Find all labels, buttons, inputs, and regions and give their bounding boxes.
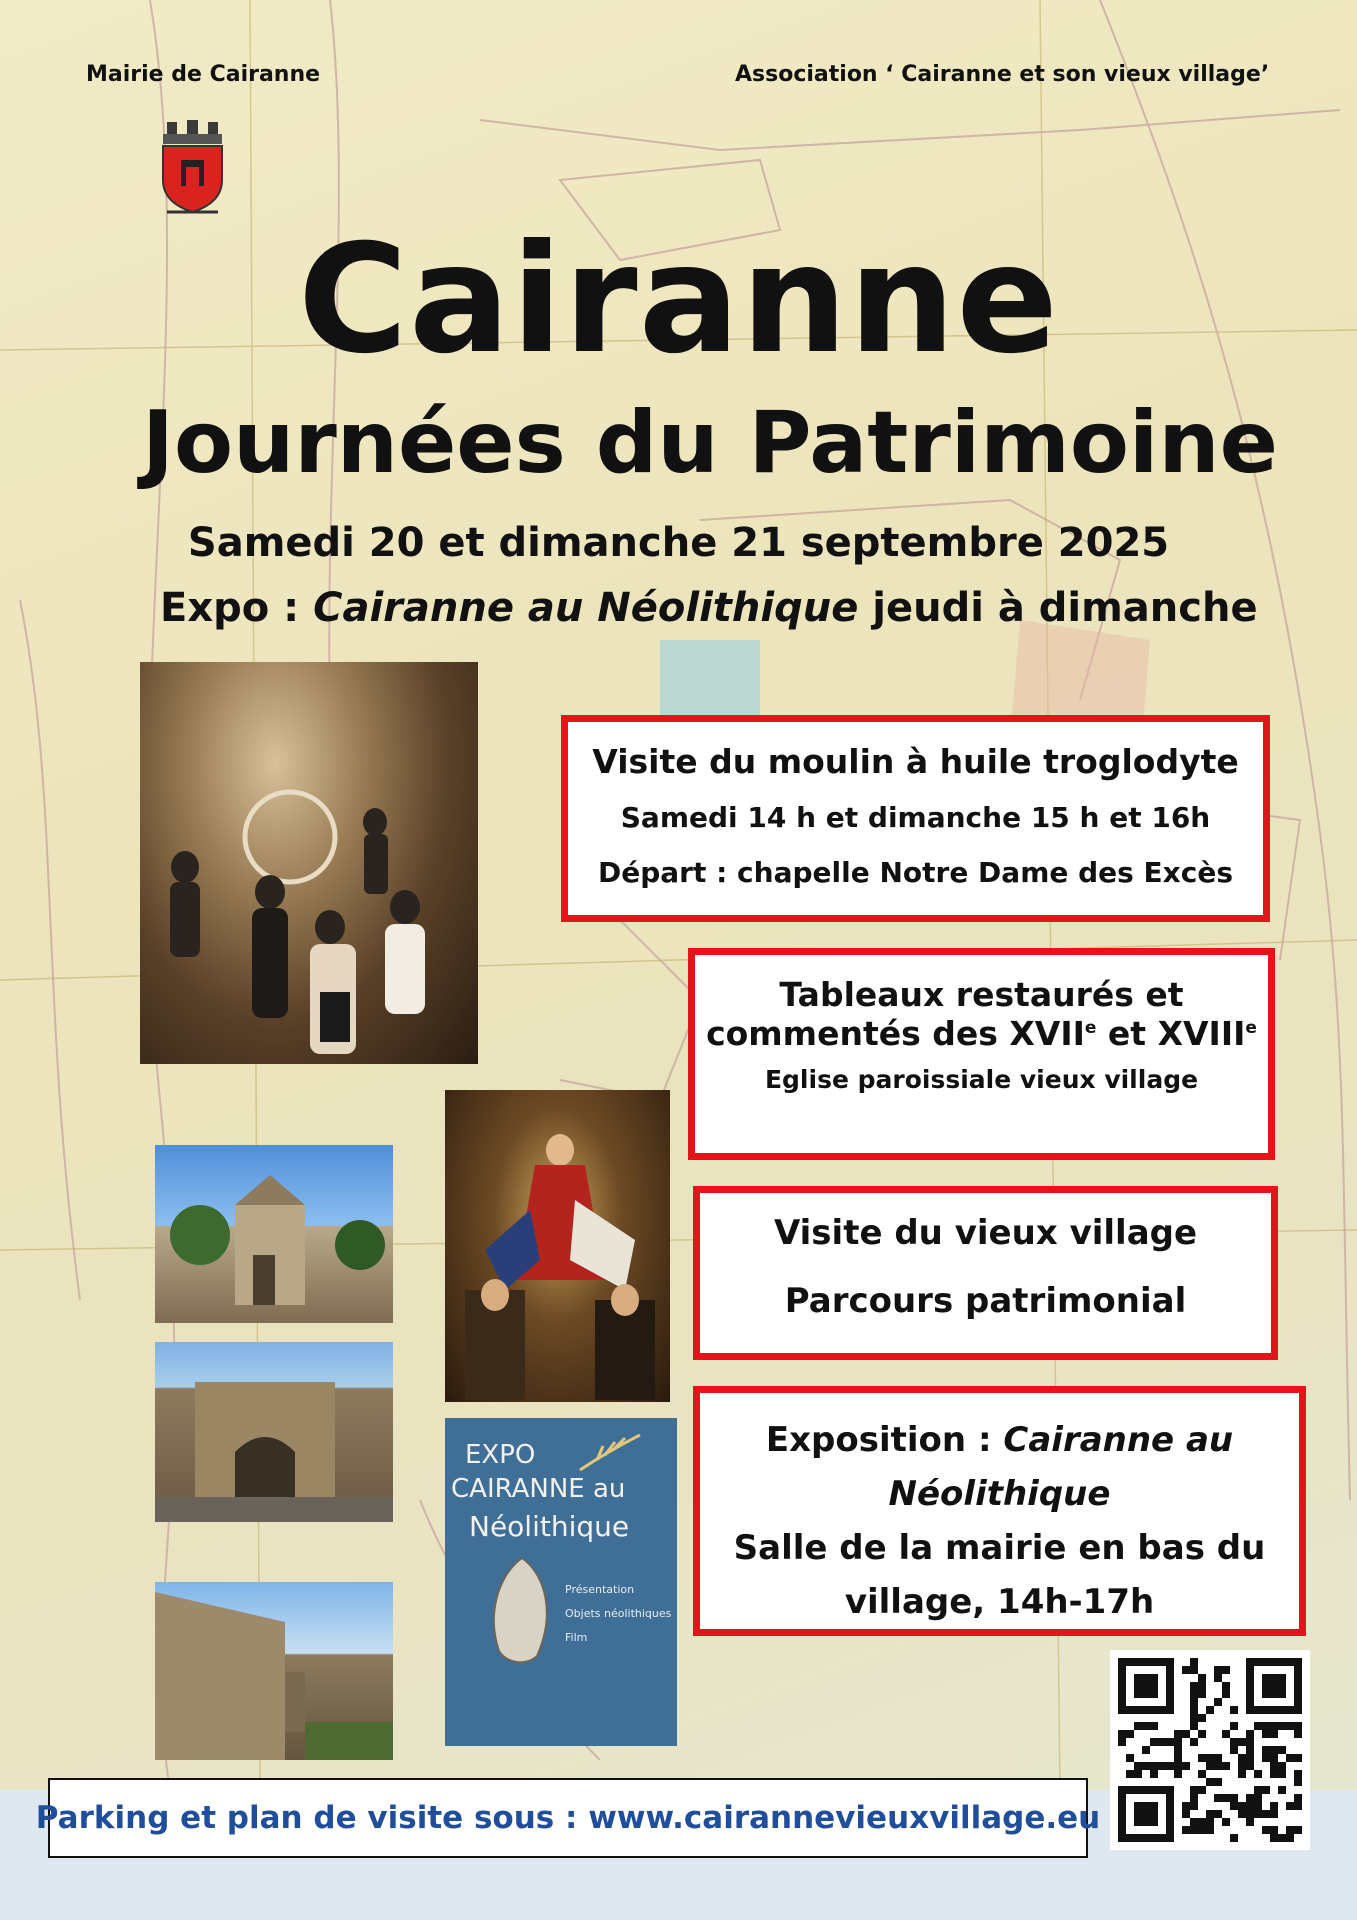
paintings-box [688,948,1275,1160]
expo-prefix: Expo : [160,585,314,631]
expo-poster-items [565,1578,671,1650]
expo-announcement [160,585,1258,631]
paintings-title-2 [695,1014,1268,1053]
parking-info-banner[interactable] [35,1778,1101,1858]
header-right: Association ‘ Cairanne et son vieux village’ [735,62,1270,87]
expo-poster-line3: Néolithique [469,1510,630,1543]
qr-code-icon [1110,1650,1310,1850]
mill-visit-box [561,715,1270,922]
mill-visit-title: Visite du moulin à huile troglodyte [592,742,1239,781]
mill-visit-times: Samedi 14 h et dimanche 15 h et 16h [620,801,1211,834]
expo-poster-item: Objets néolithiques [565,1607,672,1620]
exhibition-prefix: Exposition : [765,1420,1004,1460]
paintings-title-1: Tableaux restaurés et [779,975,1184,1014]
exhibition-title-1 [700,1413,1299,1467]
restored-painting [445,1090,670,1402]
village-visit-box [693,1186,1278,1360]
exhibition-italic-2: Néolithique [888,1474,1111,1514]
wheat-icon [575,1430,645,1475]
qr-code[interactable] [1110,1650,1310,1850]
paintings-sup-2: e [1245,1018,1257,1038]
expo-poster-line1: EXPO [465,1440,536,1470]
exhibition-box [693,1386,1306,1636]
village-gate-photo [155,1342,393,1522]
village-visit-title: Visite du vieux village [773,1213,1198,1253]
paintings-location: Eglise paroissiale vieux village [764,1065,1199,1094]
paintings-century-1: commentés des XVII [706,1014,1085,1053]
event-dates: Samedi 20 et dimanche 21 septembre 2025 [187,520,1170,566]
coat-of-arms-icon [155,120,230,220]
exhibition-title-2 [700,1467,1299,1521]
expo-title: Cairanne au Néolithique [313,585,859,631]
paintings-sup-1: e [1084,1018,1097,1038]
header-left: Mairie de Cairanne [86,62,321,87]
expo-poster-line2: CAIRANNE au [451,1474,626,1504]
expo-suffix: jeudi à dimanche [858,585,1258,631]
expo-poster-item: Présentation [565,1583,635,1596]
rampart-wall-photo [155,1582,393,1760]
exhibition-hours: village, 14h-17h [844,1582,1155,1622]
page-title: Cairanne [297,213,1060,387]
chapel-photo [155,1145,393,1323]
paintings-century-2: et XVIII [1096,1014,1246,1053]
exhibition-location: Salle de la mairie en bas du [733,1528,1266,1568]
expo-poster-item: Film [565,1631,588,1644]
village-visit-route: Parcours patrimonial [784,1281,1187,1321]
mill-visit-departure: Départ : chapelle Notre Dame des Excès [598,856,1233,889]
page-subtitle: Journées du Patrimoine [142,393,1278,493]
exhibition-italic-1: Cairanne au [1003,1420,1234,1460]
website-link[interactable]: Parking et plan de visite sous : www.cairannevieuxvillage.eu [35,1800,1101,1836]
flint-tool-icon [487,1556,557,1666]
expo-poster-thumbnail [445,1418,677,1746]
troglodyte-mill-photo [140,662,478,1064]
